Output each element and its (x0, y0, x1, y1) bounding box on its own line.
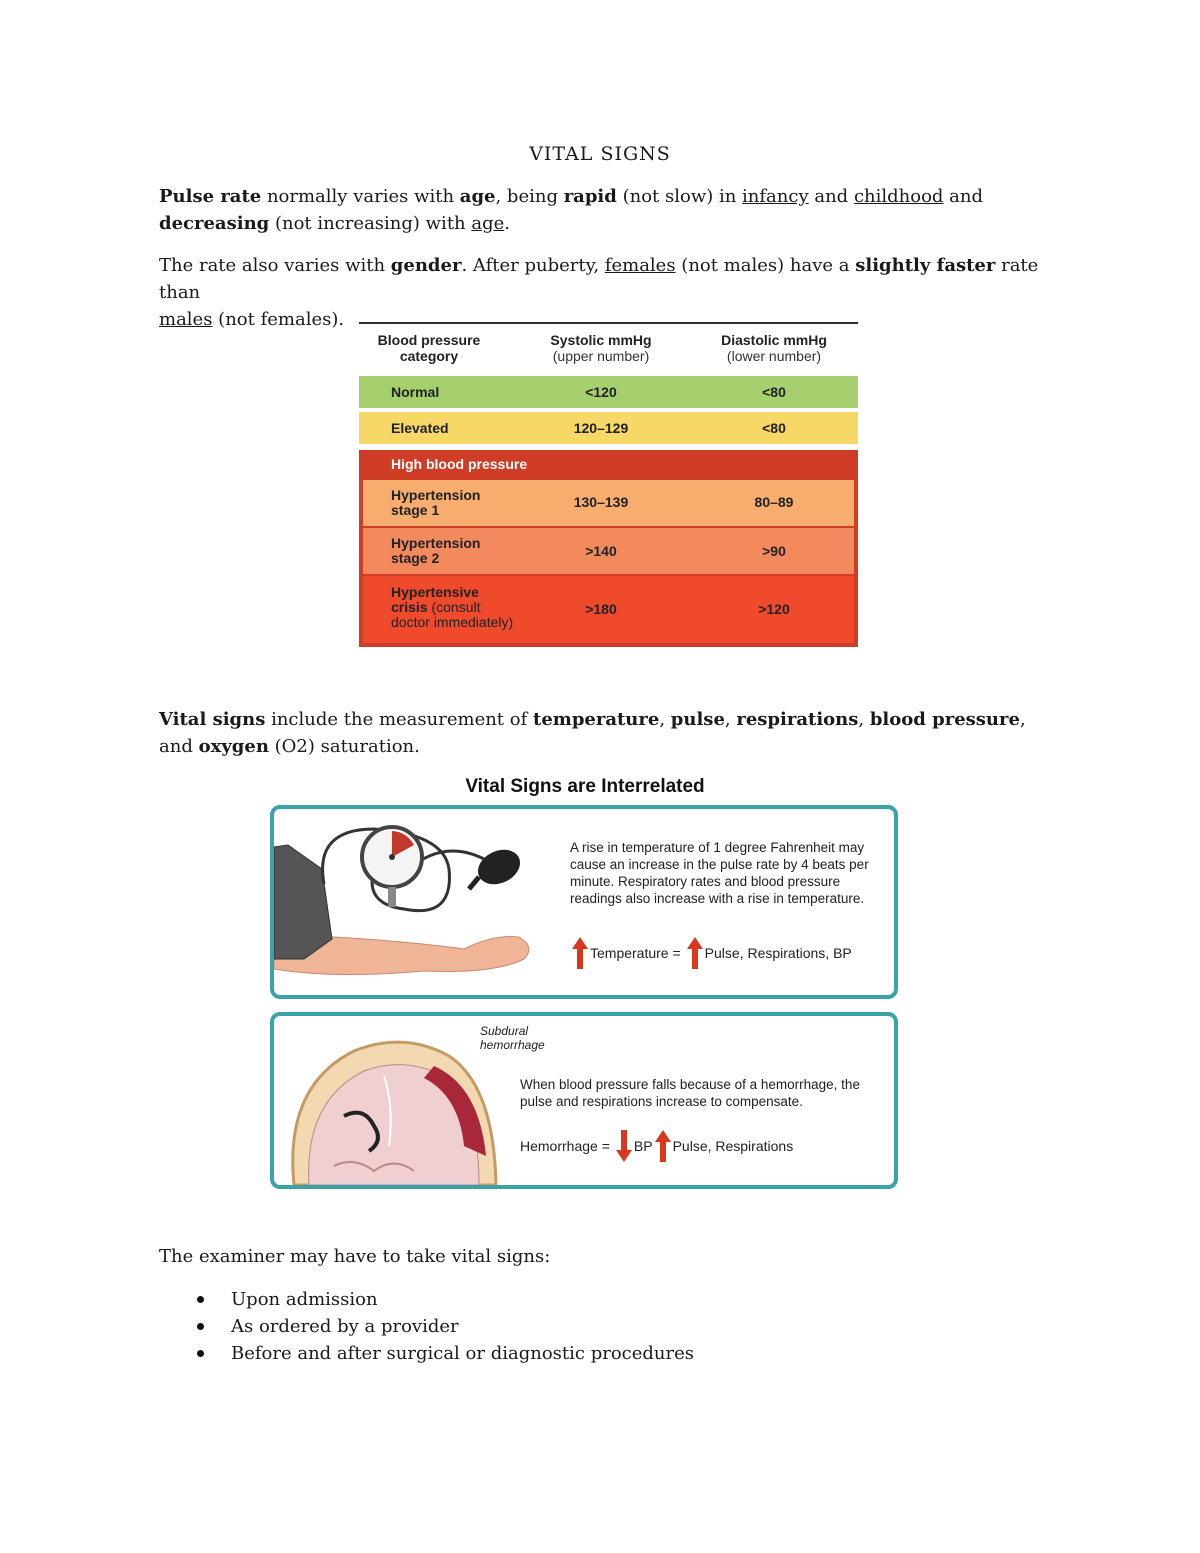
header-category: Blood pressure category (377, 332, 481, 364)
high-blood-pressure-group (359, 450, 858, 647)
blood-pressure-table (359, 322, 858, 647)
bullet-icon (197, 1350, 204, 1357)
bullet-icon (197, 1323, 204, 1330)
examiner-paragraph: The examiner may have to take vital signs: (159, 1246, 551, 1267)
gender-paragraph: The rate also varies with gender. After puberty, females (not males) have a slightly faster rate than males (not females). (159, 255, 1039, 330)
term-pulse-rate: Pulse rate (159, 186, 262, 207)
list-item: Before and after surgical or diagnostic procedures (195, 1340, 694, 1367)
infographic-title: Vital Signs are Interrelated (465, 776, 705, 797)
hemorrhage-equation: Hemorrhage = BP Pulse, Respirations (520, 1130, 793, 1162)
list-item: As ordered by a provider (195, 1313, 694, 1340)
temperature-equation: Temperature = Pulse, Respirations, BP (570, 937, 852, 969)
list-item: Upon admission (195, 1286, 694, 1313)
row-hypertension-stage-1: Hypertension stage 1 130–139 80–89 (363, 480, 854, 526)
header-systolic: Systolic mmHg (upper number) (550, 332, 652, 364)
hemorrhage-explanation: When blood pressure falls because of a hemorrhage, the pulse and respirations increase to compensate. (520, 1077, 860, 1109)
brain-cross-section-illustration (274, 1016, 504, 1185)
table-top-rule (359, 322, 858, 324)
vital-signs-paragraph: Vital signs include the measurement of temperature, pulse, respirations, blood pressure, and oxygen (O2) saturation. (159, 709, 1026, 757)
temperature-explanation: A rise in temperature of 1 degree Fahrenheit may cause an increase in the pulse rate by 4 beats per minute. Respiratory rates and blood pressure readings also increase with a rise in temperature. (570, 840, 869, 906)
temperature-panel (270, 805, 898, 999)
row-hypertension-stage-2: Hypertension stage 2 >140 >90 (363, 528, 854, 574)
bullet-icon (197, 1296, 204, 1303)
arrow-up-icon (687, 937, 703, 969)
row-hypertensive-crisis: Hypertensive crisis (consult doctor immediately) >180 >120 (363, 576, 854, 643)
header-diastolic: Diastolic mmHg (lower number) (721, 332, 827, 364)
hemorrhage-panel (270, 1012, 898, 1189)
row-normal: Normal <120 <80 (359, 376, 858, 408)
arrow-up-icon (572, 937, 588, 969)
subdural-hemorrhage-label: Subdural hemorrhage (480, 1024, 545, 1052)
blood-pressure-cuff-illustration (274, 809, 534, 995)
high-blood-pressure-label: High blood pressure (391, 456, 528, 472)
vital-signs-timing-list (195, 1286, 694, 1367)
pulse-rate-paragraph: Pulse rate normally varies with age, being rapid (not slow) in infancy and childhood and decreasing (not increasing) with age. (159, 186, 984, 234)
arrow-down-icon (616, 1130, 632, 1162)
row-elevated: Elevated 120–129 <80 (359, 412, 858, 444)
arrow-up-icon (655, 1130, 671, 1162)
page-title: VITAL SIGNS (529, 143, 671, 165)
